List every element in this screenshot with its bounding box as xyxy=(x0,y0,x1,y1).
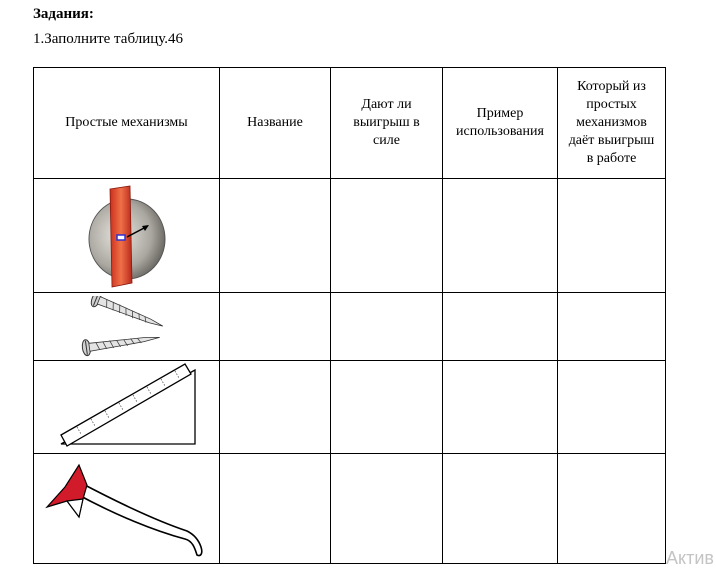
usage-example-cell[interactable] xyxy=(443,179,558,293)
force-gain-cell[interactable] xyxy=(331,454,443,564)
task-text: 1.Заполните таблицу.46 xyxy=(33,31,183,47)
name-cell[interactable] xyxy=(220,293,331,361)
force-gain-cell[interactable] xyxy=(331,293,443,361)
table-row xyxy=(34,293,666,361)
work-gain-cell[interactable] xyxy=(558,361,666,454)
usage-example-cell[interactable] xyxy=(443,454,558,564)
name-cell[interactable] xyxy=(220,361,331,454)
force-gain-cell[interactable] xyxy=(331,179,443,293)
usage-example-cell[interactable] xyxy=(443,293,558,361)
table-row xyxy=(34,361,666,454)
header-usage-example: Пример использования xyxy=(443,68,558,179)
mechanisms-table xyxy=(33,67,666,564)
pulley-illustration xyxy=(72,181,182,291)
section-heading: Задания: xyxy=(33,6,94,22)
mechanism-image-cell xyxy=(34,179,220,293)
table-row xyxy=(34,454,666,564)
work-gain-cell[interactable] xyxy=(558,293,666,361)
name-cell[interactable] xyxy=(220,179,331,293)
mechanism-image-cell xyxy=(34,293,220,361)
work-gain-cell[interactable] xyxy=(558,179,666,293)
mechanism-image-cell xyxy=(34,454,220,564)
table-header-row xyxy=(34,68,666,179)
mechanism-image-cell xyxy=(34,361,220,454)
header-work-gain: Который из простых механизмов даёт выигрыш в работе xyxy=(558,68,666,179)
header-force-gain: Дают ли выигрыш в силе xyxy=(331,68,443,179)
work-gain-cell[interactable] xyxy=(558,454,666,564)
activation-watermark: Актив xyxy=(666,548,714,568)
header-simple-mechanisms: Простые механизмы xyxy=(34,68,220,179)
inclined-plane-illustration xyxy=(35,362,219,452)
name-cell[interactable] xyxy=(220,454,331,564)
usage-example-cell[interactable] xyxy=(443,361,558,454)
force-gain-cell[interactable] xyxy=(331,361,443,454)
table-row xyxy=(34,179,666,293)
axe-illustration xyxy=(35,457,219,561)
screws-illustration xyxy=(72,296,182,358)
header-name: Название xyxy=(220,68,331,179)
